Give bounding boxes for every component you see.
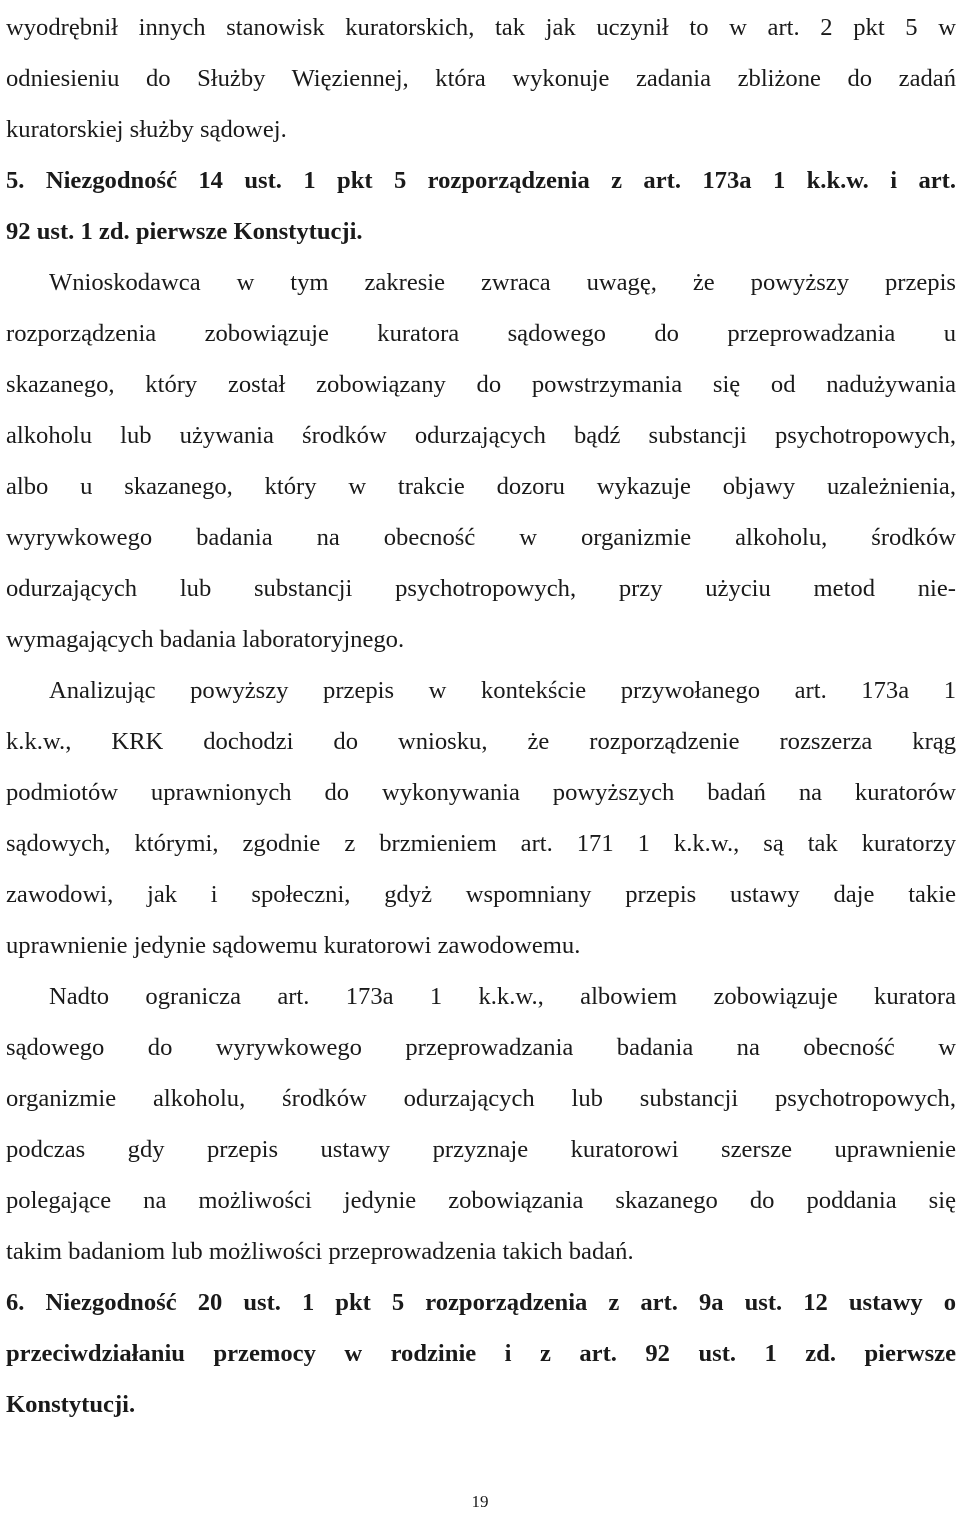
- text-line: organizmie alkoholu, środków odurzających lub substancji psychotropowych,: [6, 1085, 956, 1112]
- text-line: Wnioskodawca w tym zakresie zwraca uwagę, że powyższy przepis: [49, 269, 956, 296]
- text-line: odniesieniu do Służby Więziennej, która wykonuje zadania zbliżone do zadań: [6, 65, 956, 92]
- paragraph-3: [6, 971, 956, 1277]
- section-heading-6: [6, 1277, 956, 1430]
- paragraph-1: [6, 257, 956, 665]
- text-line: polegające na możliwości jedynie zobowiązania skazanego do poddania się: [6, 1187, 956, 1214]
- text-line: rozporządzenia zobowiązuje kuratora sądowego do przeprowadzania u: [6, 320, 956, 347]
- intro-paragraph: [6, 2, 956, 155]
- text-line: podczas gdy przepis ustawy przyznaje kuratorowi szersze uprawnienie: [6, 1136, 956, 1163]
- text-line: zawodowi, jak i społeczni, gdyż wspomniany przepis ustawy daje takie: [6, 881, 956, 908]
- text-line: sądowych, którymi, zgodnie z brzmieniem art. 171 1 k.k.w., są tak kuratorzy: [6, 830, 956, 857]
- heading-line: 5. Niezgodność 14 ust. 1 pkt 5 rozporządzenia z art. 173a 1 k.k.w. i art.: [6, 167, 956, 194]
- text-line: k.k.w., KRK dochodzi do wniosku, że rozporządzenie rozszerza krąg: [6, 728, 956, 755]
- paragraph-2: [6, 665, 956, 971]
- text-line: albo u skazanego, który w trakcie dozoru wykazuje objawy uzależnienia,: [6, 473, 956, 500]
- page-number: 19: [471, 1492, 489, 1511]
- text-line: takim badaniom lub możliwości przeprowadzenia takich badań.: [6, 1238, 634, 1265]
- text-line: skazanego, który został zobowiązany do powstrzymania się od nadużywania: [6, 371, 956, 398]
- text-line: Analizując powyższy przepis w kontekście przywołanego art. 173a 1: [49, 677, 956, 704]
- heading-line: 92 ust. 1 zd. pierwsze Konstytucji.: [6, 218, 363, 245]
- text-line: sądowego do wyrywkowego przeprowadzania badania na obecność w: [6, 1034, 956, 1061]
- text-line: wymagających badania laboratoryjnego.: [6, 626, 405, 653]
- text-line: uprawnienie jedynie sądowemu kuratorowi zawodowemu.: [6, 932, 581, 959]
- text-line: wyrywkowego badania na obecność w organizmie alkoholu, środków: [6, 524, 956, 551]
- text-line: wyodrębnił innych stanowisk kuratorskich, tak jak uczynił to w art. 2 pkt 5 w: [6, 14, 956, 41]
- heading-line: Konstytucji.: [6, 1391, 136, 1418]
- document-page: [6, 2, 956, 1430]
- section-heading-5: [6, 155, 956, 257]
- text-line: podmiotów uprawnionych do wykonywania powyższych badań na kuratorów: [6, 779, 956, 806]
- heading-line: 6. Niezgodność 20 ust. 1 pkt 5 rozporządzenia z art. 9a ust. 12 ustawy o: [6, 1289, 956, 1316]
- text-line: odurzających lub substancji psychotropowych, przy użyciu metod nie-: [6, 575, 956, 602]
- text-line: kuratorskiej służby sądowej.: [6, 116, 287, 143]
- heading-line: przeciwdziałaniu przemocy w rodzinie i z art. 92 ust. 1 zd. pierwsze: [6, 1340, 956, 1367]
- text-line: Nadto ogranicza art. 173a 1 k.k.w., albowiem zobowiązuje kuratora: [49, 983, 956, 1010]
- text-line: alkoholu lub używania środków odurzających bądź substancji psychotropowych,: [6, 422, 956, 449]
